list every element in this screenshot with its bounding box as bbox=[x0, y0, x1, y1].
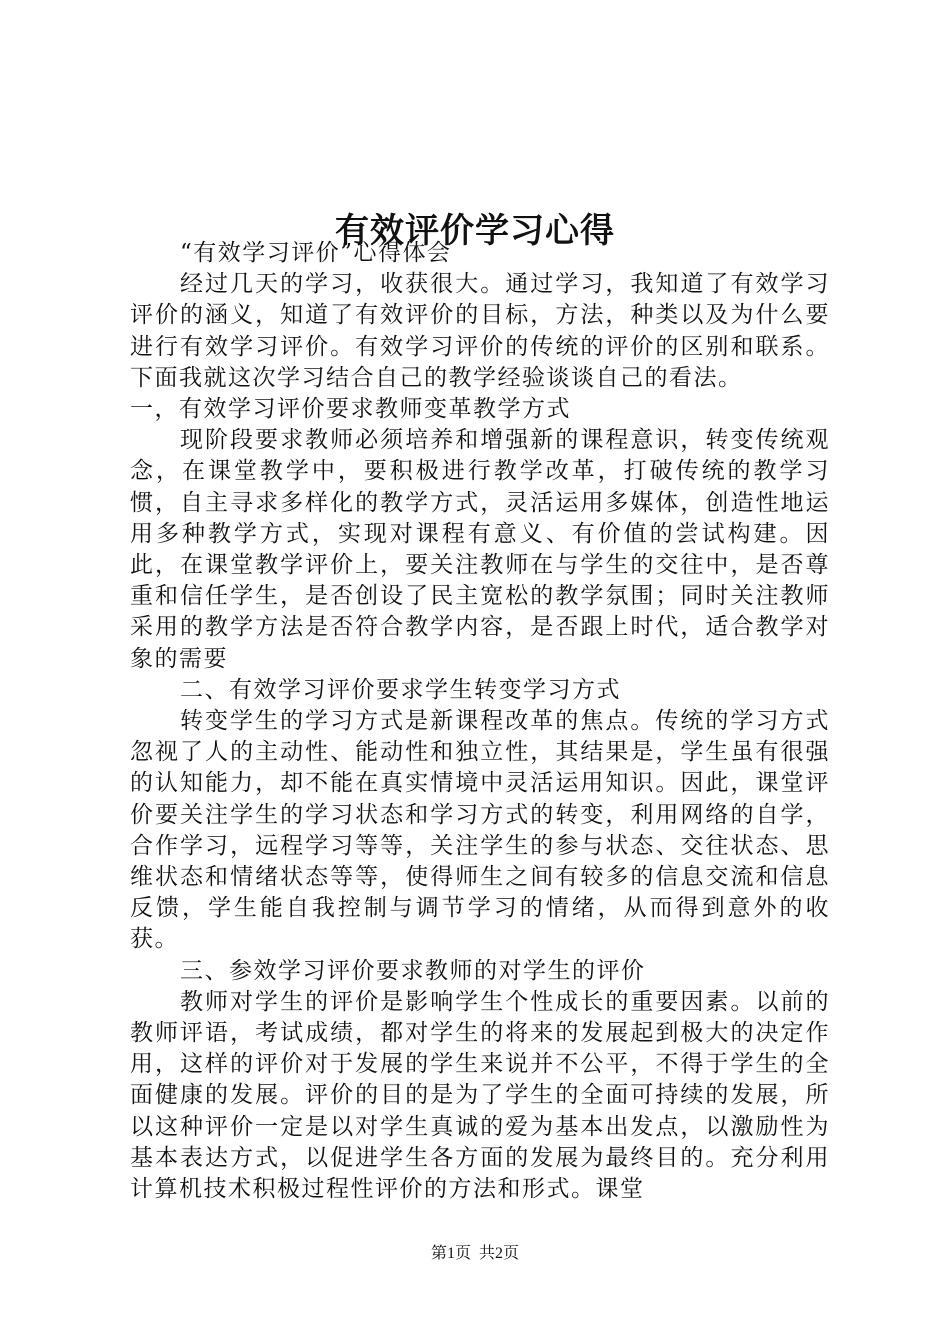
document-body bbox=[130, 238, 830, 1205]
paragraph: 现阶段要求教师必须培养和增强新的课程意识，转变传统观念，在课堂教学中，要积极进行教学改革，打破传统的教学习惯，自主寻求多样化的教学方式，灵活运用多媒体，创造性地运用多种教学方式，实现对课程有意义、有价值的尝试构建。因此，在课堂教学评价上，要关注教师在与学生的交往中，是否尊重和信任学生，是否创设了民主宽松的教学氛围；同时关注教师采用的教学方法是否符合教学内容，是否跟上时代，适合教学对象的需要 bbox=[130, 427, 830, 672]
paragraph: 经过几天的学习，收获很大。通过学习，我知道了有效学习评价的涵义，知道了有效评价的目标，方法，种类以及为什么要进行有效学习评价。有效学习评价的传统的评价的区别和联系。下面我就这次学习结合自己的教学经验谈谈自己的看法。 bbox=[130, 271, 830, 391]
paragraph: “有效学习评价”心得体会 bbox=[180, 240, 452, 266]
paragraph: 三、参效学习评价要求教师的对学生的评价 bbox=[180, 957, 646, 984]
paragraph: 一，有效学习评价要求教师变革教学方式 bbox=[130, 396, 571, 423]
page-number: 第1页 bbox=[430, 1245, 471, 1262]
page-total: 共2页 bbox=[479, 1245, 520, 1262]
paragraph: 转变学生的学习方式是新课程改革的焦点。传统的学习方式忽视了人的主动性、能动性和独立性，其结果是，学生虽有很强的认知能力，却不能在真实情境中灵活运用知识。因此，课堂评价要关注学生的学习状态和学习方式的转变，利用网络的自学，合作学习，远程学习等等，关注学生的参与状态、交往状态、思维状态和情绪状态等等，使得师生之间有较多的信息交流和信息反馈，学生能自我控制与调节学习的情绪，从而得到意外的收获。 bbox=[130, 708, 830, 953]
page-footer bbox=[0, 1244, 950, 1264]
document-title: 有效评价学习心得 bbox=[335, 210, 615, 251]
paragraph: 二、有效学习评价要求学生转变学习方式 bbox=[180, 676, 621, 703]
paragraph: 教师对学生的评价是影响学生个性成长的重要因素。以前的教师评语，考试成绩，都对学生的将来的发展起到极大的决定作用，这样的评价对于发展的学生来说并不公平，不得于学生的全面健康的发展。评价的目的是为了学生的全面可持续的发展，所以这种评价一定是以对学生真诚的爱为基本出发点，以激励性为基本表达方式，以促进学生各方面的发展为最终目的。充分利用计算机技术积极过程性评价的方法和形式。课堂 bbox=[130, 988, 830, 1203]
